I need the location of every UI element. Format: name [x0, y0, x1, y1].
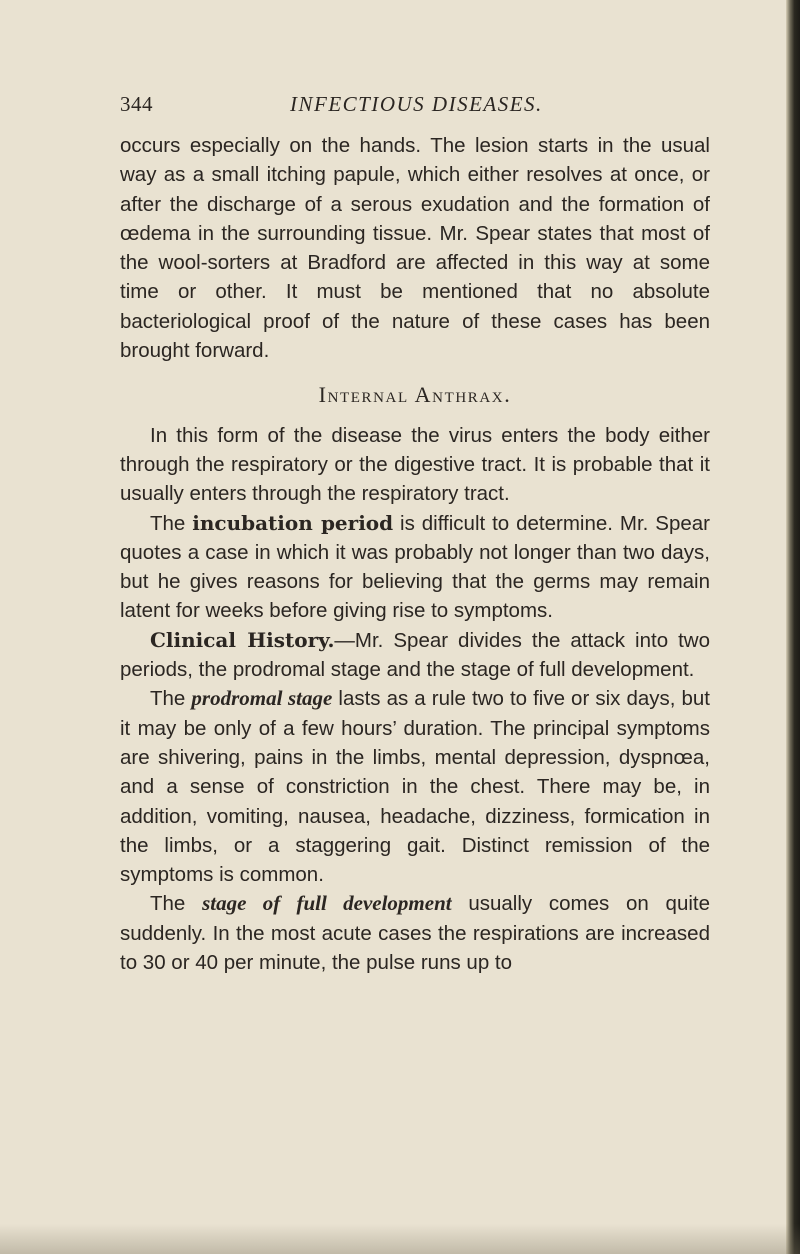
term-stage-of-full-development: stage of full development	[202, 891, 452, 916]
paragraph-prodromal-text: lasts as a rule two to five or six days, but it may be only of a few hours’ duration. The principal symptoms are shivering, pains in the limbs, mental depression, dyspnœa, and a sense of constriction in the chest. There may be, in addition, vomiting, nausea, headache, dizziness, formication in the limbs, or a staggering gait. Distinct remission of the symptoms is common.	[120, 687, 710, 887]
paragraph-full-development	[120, 889, 710, 977]
heading-clinical-history: Clinical History.	[150, 627, 335, 652]
paragraph-prodromal-lead: The	[150, 687, 192, 711]
paragraph-full-development-text: usually comes on quite suddenly. In the most acute cases the respirations are increased to 30 or 40 per minute, the pulse runs up to	[120, 892, 710, 975]
page-number: 344	[120, 92, 153, 116]
running-title: INFECTIOUS DISEASES.	[290, 92, 543, 116]
paragraph-continuation: occurs especially on the hands. The lesion starts in the usual way as a small itching papule, which either resolves at once, or after the discharge of a serous exudation and the formation of œdema in the surrounding tissue. Mr. Spear states that most of the wool-sorters at Bradford are affected in this way at some time or other. It must be mentioned that no absolute bacteriological proof of the nature of these cases has been brought forward.	[120, 134, 710, 363]
paragraph-full-development-lead: The	[150, 892, 203, 916]
term-prodromal-stage: prodromal stage	[191, 686, 333, 711]
paragraph-internal-anthrax: In this form of the disease the virus enters the body either through the respiratory or the digestive tract. It is probable that it usually enters through the respiratory tract.	[120, 423, 710, 506]
term-incubation-period: incubation period	[192, 510, 394, 535]
paragraph-clinical-history-text: —Mr. Spear divides the attack into two periods, the prodromal stage and the stage of full development.	[120, 628, 710, 682]
paragraph-incubation-lead: The	[150, 511, 193, 535]
paragraph-prodromal-stage	[120, 684, 710, 889]
section-heading-internal-anthrax: Internal Anthrax.	[318, 382, 512, 408]
page-edge-shadow	[786, 0, 800, 1254]
page-bottom-shadow	[0, 1224, 800, 1254]
paragraph-incubation-text: is difficult to determine. Mr. Spear quotes a case in which it was probably not longer than two days, but he gives reasons for believing that the germs may remain latent for weeks before giving rise to symptoms.	[120, 511, 710, 623]
paragraph-incubation	[120, 509, 710, 626]
running-header	[120, 92, 740, 122]
paragraph-clinical-history	[120, 626, 710, 685]
body-text	[120, 131, 710, 977]
